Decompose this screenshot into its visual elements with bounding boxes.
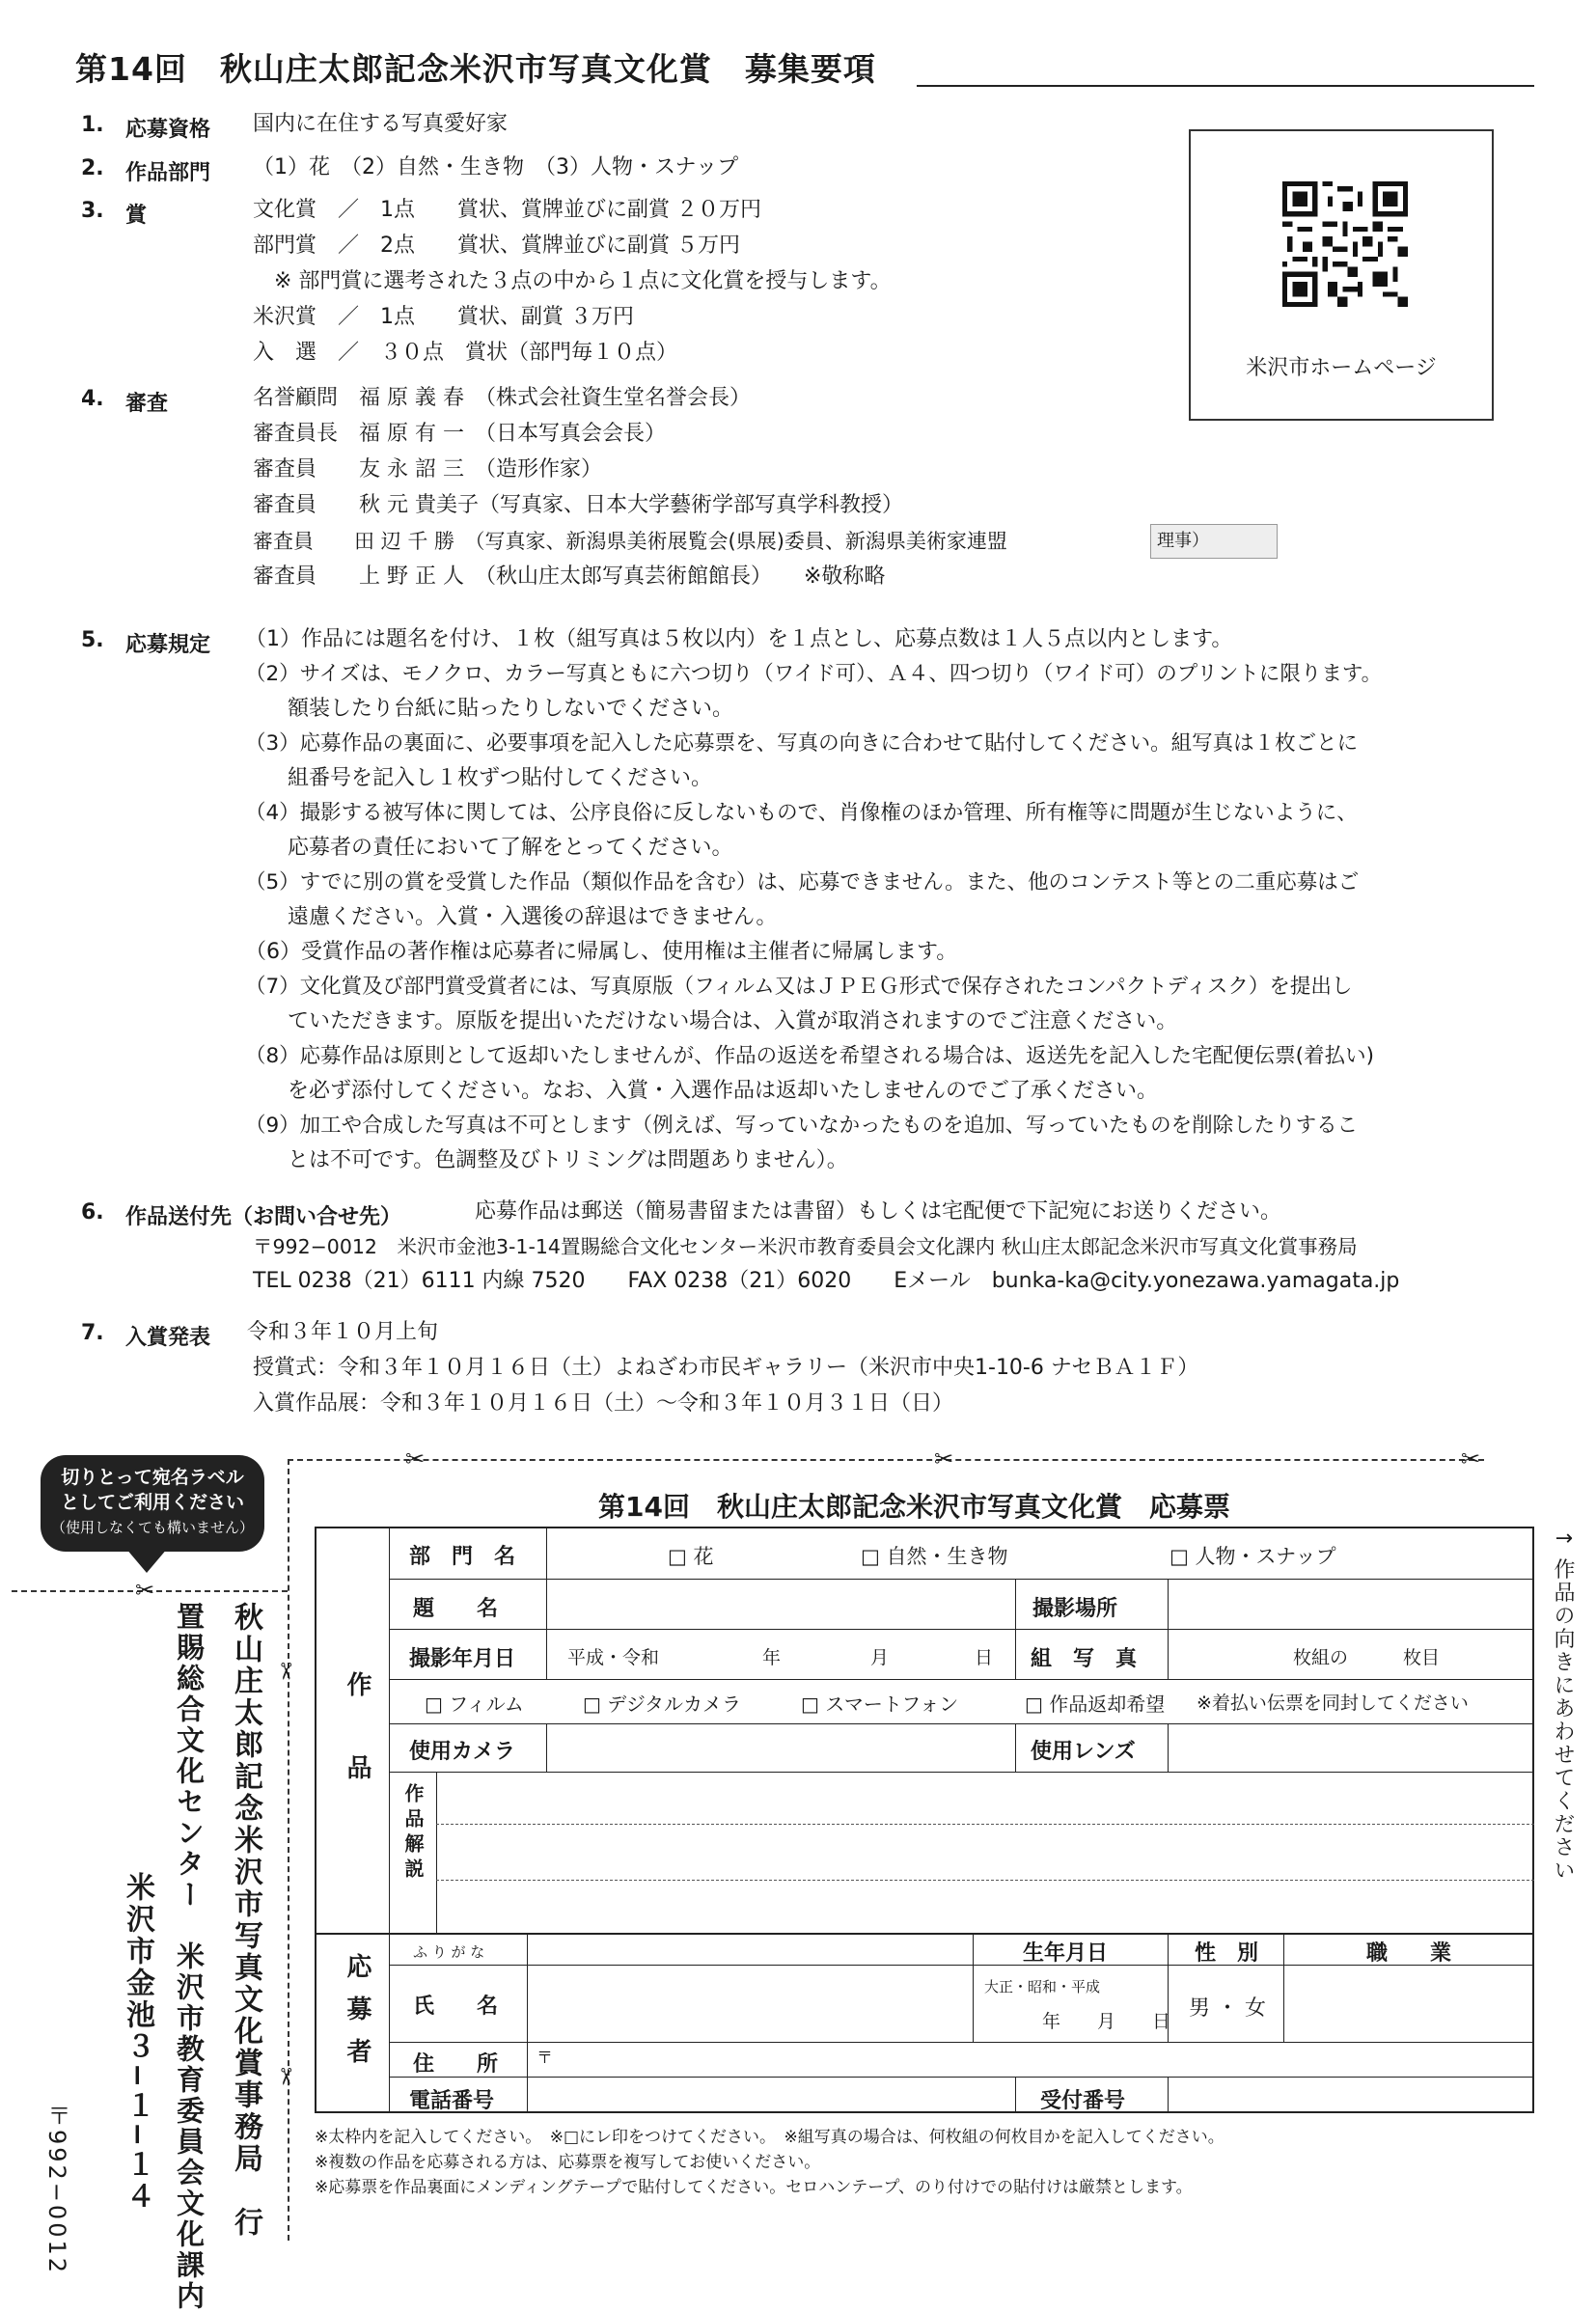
section-6-text: 応募作品は郵送（簡易書留または書留）もしくは宅配便で下記宛にお送りください。 — [475, 1199, 1282, 1224]
camera-field[interactable] — [548, 1727, 1013, 1770]
prize-line: 部門賞 ／ 2点 賞状、賞牌並びに副賞 ５万円 — [253, 234, 740, 258]
contact-address: 〒992−0012 米沢市金池3-1-14置賜総合文化センター米沢市教育委員会文化課内 秋山庄太郎記念米沢市写真文化賞事務局 — [253, 1235, 1358, 1258]
judge-line-suffix: 理事） — [1150, 524, 1278, 559]
option-people[interactable]: □ 人物・スナップ — [1169, 1545, 1336, 1568]
gender-field[interactable]: 男 ・ 女 — [1189, 1996, 1266, 2021]
section-4-label: 審査 — [125, 392, 169, 416]
address-label: 住 所 — [413, 2052, 499, 2077]
rule-line: （5）すでに別の賞を受賞した作品（類似作品を含む）は、応募できません。また、他のコンテスト等との二重応募はご — [245, 870, 1360, 895]
form-divider — [546, 1527, 547, 1679]
section-3-number: 3. — [81, 199, 104, 223]
description-field[interactable] — [438, 1775, 1532, 1930]
scissors-icon: ✂ — [405, 1445, 426, 1473]
address-line-2: 置賜総合文化センター 米沢市教育委員会文化課内 — [173, 1602, 206, 2312]
date-day-unit: 日 — [975, 1647, 994, 1668]
form-divider — [389, 1579, 1534, 1580]
option-flower[interactable]: □ 花 — [668, 1545, 714, 1568]
option-film[interactable]: □ フィルム — [425, 1693, 524, 1716]
furigana-label: ふ り が な — [413, 1943, 485, 1961]
form-divider — [389, 1772, 1534, 1773]
section-7-number: 7. — [81, 1321, 104, 1345]
section-5-label: 応募規定 — [125, 633, 211, 657]
section-7-label: 入賞発表 — [125, 1326, 211, 1350]
job-label: 職 業 — [1366, 1941, 1452, 1966]
return-note: ※着払い伝票を同封してください — [1197, 1693, 1469, 1714]
phone-label: 電話番号 — [409, 2089, 495, 2113]
title-underline — [917, 85, 1534, 87]
lens-field[interactable] — [1169, 1727, 1532, 1770]
footnote: ※複数の作品を応募される方は、応募票を複写してお使いください。 — [315, 2153, 821, 2172]
label-instruction-bubble — [41, 1455, 264, 1552]
prize-line: 文化賞 ／ 1点 賞状、賞牌並びに副賞 ２０万円 — [253, 198, 761, 222]
phone-field[interactable] — [529, 2079, 1013, 2110]
section-1-label: 応募資格 — [125, 118, 211, 142]
award-ceremony: 授賞式：令和３年１０月１６日（土）よねざわ市民ギャラリー（米沢市中央1-10-6 ナセＢＡ１Ｆ） — [253, 1356, 1199, 1380]
address-line-1: 米沢市金池３−１−１４ — [121, 1872, 154, 2214]
camera-label: 使用カメラ — [409, 1740, 516, 1764]
rule-line: （9）加工や合成した写真は不可とします（例えば、写っていなかったものを追加、写っていたものを削除したりするこ — [245, 1114, 1359, 1138]
qr-code-icon — [1282, 181, 1408, 307]
footnote: ※太枠内を記入してください。 ※□にレ印をつけてください。 ※組写真の場合は、何枚組の何枚目かを記入してください。 — [315, 2128, 1225, 2147]
form-divider — [389, 2077, 1534, 2078]
down-arrow-icon — [125, 1548, 168, 1573]
receipt-label: 受付番号 — [1040, 2089, 1126, 2113]
rule-line: （4）撮影する被写体に関しては、公序良俗に反しないもので、肖像権のほか管理、所有権等に問題が生じないように、 — [245, 801, 1358, 825]
form-divider — [315, 1933, 1534, 1935]
rule-line: （7）文化賞及び部門賞受賞者には、写真原版（フィルム又はＪＰＥＧ形式で保存されたコンパクトディスク）を提出し — [245, 975, 1353, 999]
rule-line: （6）受賞作品の著作権は応募者に帰属し、使用権は主催者に帰属します。 — [245, 940, 958, 964]
rule-line: （2）サイズは、モノクロ、カラー写真ともに六つ切り（ワイド可）、Ａ４、四つ切り（ワイド可）のプリントに限ります。 — [245, 662, 1383, 686]
judge-line: 審査員 上 野 正 人 （秋山庄太郎写真芸術館館長） ※敬称略 — [253, 564, 886, 589]
rule-line: （3）応募作品の裏面に、必要事項を記入した応募票を、写真の向きに合わせて貼付してください。組写真は１枚ごとに — [245, 731, 1359, 756]
section-6-number: 6. — [81, 1200, 104, 1225]
scissors-icon: ✂ — [272, 1661, 300, 1682]
form-divider — [389, 1723, 1534, 1724]
place-label: 撮影場所 — [1032, 1597, 1118, 1621]
section-3-label: 賞 — [125, 204, 148, 228]
rule-line: ていただきます。原版を提出いただけない場合は、入賞が取消されますのでご注意ください。 — [245, 1009, 1178, 1033]
section-1-number: 1. — [81, 113, 104, 137]
form-divider — [546, 1723, 547, 1772]
receipt-field — [1169, 2079, 1532, 2110]
place-field[interactable] — [1169, 1583, 1532, 1627]
bubble-line-2: としてご利用ください — [60, 1492, 244, 1513]
bubble-line-1: 切りとって宛名ラベル — [61, 1467, 244, 1488]
gender-label: 性 別 — [1195, 1941, 1259, 1966]
name-label: 氏 名 — [413, 1995, 499, 2019]
rule-line: 遠慮ください。入賞・入選後の辞退はできません。 — [245, 905, 778, 929]
option-return[interactable]: □ 作品返却希望 — [1025, 1693, 1166, 1716]
title-label: 題 名 — [413, 1597, 499, 1621]
prize-note: ※ 部門賞に選考された３点の中から１点に文化賞を授与します。 — [253, 269, 892, 293]
rule-line: 額装したり台紙に貼ったりしないでください。 — [245, 697, 734, 721]
rule-line: とは不可です。色調整及びトリミングは問題ありません）。 — [245, 1148, 848, 1172]
prize-line: 入 選 ／ ３０点 賞状（部門毎１０点） — [253, 341, 678, 365]
contact-phone-email: TEL 0238（21）6111 内線 7520 FAX 0238（21）6020 Eメール bunka-ka@city.yonezawa.yamagata.jp — [253, 1269, 1400, 1293]
judge-line: 審査員長 福 原 有 一 （日本写真会会長） — [253, 422, 666, 446]
judge-line: 審査員 田 辺 千 勝 （写真家、新潟県美術展覧会(県展)委員、新潟県美術家連盟 — [253, 530, 1007, 553]
date-month-unit: 月 — [870, 1647, 890, 1668]
address-line-3: 秋山庄太郎記念米沢市写真文化賞事務局 行 — [229, 1602, 262, 2239]
qr-caption: 米沢市ホームページ — [1246, 356, 1437, 380]
form-divider — [1168, 2077, 1169, 2113]
award-exhibition: 入賞作品展：令和３年１０月１６日（土）〜令和３年１０月３１日（日） — [253, 1391, 954, 1416]
section-1-text: 国内に在住する写真愛好家 — [253, 112, 509, 136]
furigana-field[interactable] — [529, 1936, 971, 1963]
section-2-number: 2. — [81, 156, 104, 180]
lens-label: 使用レンズ — [1031, 1740, 1136, 1764]
birth-date-field[interactable]: 年 月 日 — [1042, 2011, 1171, 2032]
form-divider — [1168, 1579, 1169, 1679]
bubble-line-3: （使用しなくても構いません） — [50, 1519, 254, 1536]
kumi-field[interactable]: 枚組の 枚目 — [1293, 1647, 1441, 1668]
postal-mark: 〒 — [537, 2049, 553, 2068]
prize-line: 米沢賞 ／ 1点 賞状、副賞 ３万円 — [253, 305, 634, 329]
section-5-number: 5. — [81, 628, 104, 652]
option-digital-camera[interactable]: □ デジタルカメラ — [583, 1693, 742, 1716]
job-field[interactable] — [1285, 1968, 1532, 2040]
rule-line: を必ず添付してください。なお、入賞・入選作品は返却いたしませんのでご了承ください。 — [245, 1079, 1159, 1103]
form-divider — [436, 1772, 437, 1933]
form-divider — [1283, 1933, 1284, 2042]
rule-line: （8）応募作品は原則として返却いたしませんが、作品の返送を希望される場合は、返送先を記入した宅配便伝票(着払い) — [245, 1044, 1374, 1068]
form-divider — [389, 1679, 1534, 1680]
scissors-icon: ✂ — [135, 1577, 155, 1604]
kumi-label: 組 写 真 — [1031, 1647, 1138, 1671]
birth-label: 生年月日 — [1023, 1941, 1109, 1966]
rule-line: （1）作品には題名を付け、１枚（組写真は５枚以内）を１点とし、応募点数は１人５点以内とします。 — [245, 627, 1233, 651]
judge-line: 名誉顧問 福 原 義 春 （株式会社資生堂名誉会長） — [253, 386, 751, 410]
form-divider — [1015, 2077, 1016, 2113]
title-field[interactable] — [548, 1583, 1013, 1627]
form-divider — [389, 2042, 1534, 2043]
rule-line: 組番号を記入し１枚ずつ貼付してください。 — [245, 766, 713, 790]
scissors-icon: ✂ — [272, 2066, 300, 2087]
qr-panel[interactable] — [1189, 129, 1494, 421]
option-smartphone[interactable]: □ スマートフォン — [801, 1693, 959, 1716]
category-label: 部 門 名 — [409, 1545, 516, 1569]
date-year-unit: 年 — [762, 1647, 782, 1668]
form-divider — [1015, 1723, 1016, 1772]
orientation-note: ↑ 作品の向きにあわせてください — [1551, 1529, 1575, 1883]
address-zip: 〒992−0012 — [43, 2104, 70, 2275]
form-divider — [389, 1629, 1534, 1630]
section-7-text: 令和３年１０月上旬 — [247, 1320, 439, 1344]
birth-era[interactable]: 大正・昭和・平成 — [984, 1978, 1101, 1995]
name-field[interactable] — [529, 1968, 971, 2040]
form-divider — [1168, 1723, 1169, 1772]
description-label: 作品解説 — [401, 1783, 425, 1884]
footnote: ※応募票を作品裏面にメンディングテープで貼付してください。セロハンテープ、のり付けでの貼付けは厳禁とします。 — [315, 2178, 1193, 2197]
group-label-work-text: 作品 — [343, 1671, 371, 1837]
section-2-label: 作品部門 — [125, 161, 211, 185]
scissors-icon: ✂ — [1461, 1445, 1481, 1473]
date-era[interactable]: 平成・令和 — [567, 1647, 660, 1668]
form-divider — [527, 1933, 528, 2113]
page-title: 第14回 秋山庄太郎記念米沢市写真文化賞 募集要項 — [75, 50, 876, 88]
scissors-icon: ✂ — [934, 1445, 954, 1473]
date-label: 撮影年月日 — [409, 1647, 516, 1671]
form-title: 第14回 秋山庄太郎記念米沢市写真文化賞 応募票 — [598, 1491, 1230, 1523]
group-label-applicant-text: 応募者 — [343, 1953, 371, 2080]
option-nature[interactable]: □ 自然・生き物 — [861, 1545, 1008, 1568]
form-divider — [973, 1933, 974, 2042]
section-4-number: 4. — [81, 387, 104, 411]
form-divider — [389, 1965, 1534, 1966]
section-6-label: 作品送付先（お問い合せ先） — [125, 1205, 402, 1229]
address-field[interactable] — [529, 2044, 1532, 2075]
judge-line: 審査員 友 永 詔 三 （造形作家） — [253, 457, 602, 482]
form-divider — [1015, 1579, 1016, 1679]
cut-line-top — [288, 1459, 1484, 1461]
cut-line-vertical — [288, 1459, 289, 2241]
judge-line: 審査員 秋 元 貴美子（写真家、日本大学藝術学部写真学科教授） — [253, 493, 903, 517]
rule-line: 応募者の責任において了解をとってください。 — [245, 836, 733, 860]
section-2-text: （1）花 （2）自然・生き物 （3）人物・スナップ — [253, 155, 739, 179]
